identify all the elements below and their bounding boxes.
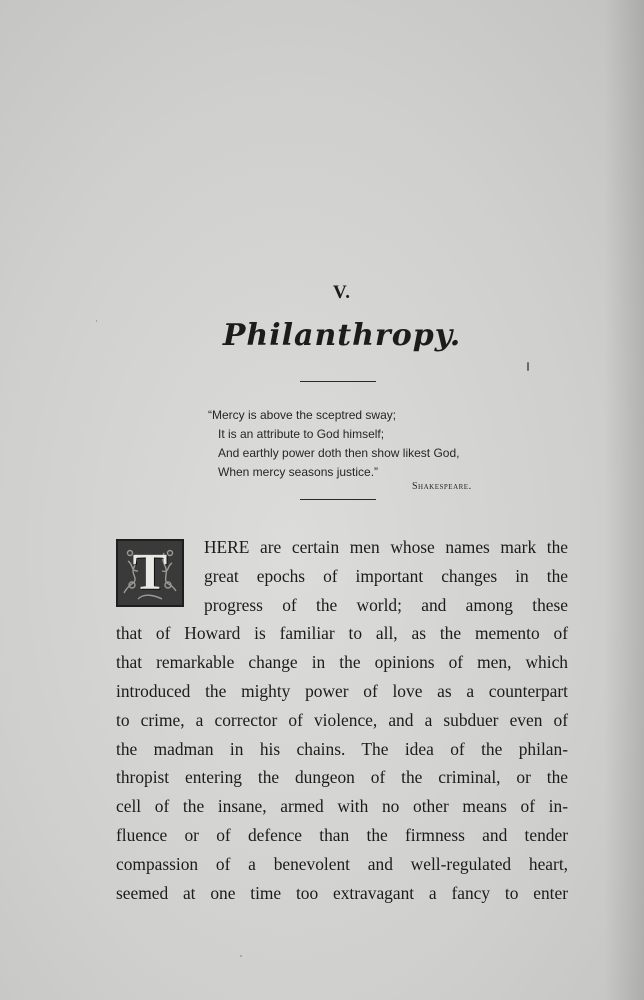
epigraph-line: And earthly power doth then show likest God,	[218, 446, 460, 460]
text-line: the madman in his chains. The idea of the philan-	[116, 738, 568, 759]
text-line: that of Howard is familiar to all, as the memento of	[116, 623, 568, 644]
text-line: fluence or of defence than the firmness and tender	[116, 824, 568, 845]
epigraph-attribution: Shakespeare.	[412, 481, 472, 492]
divider-rule-bottom	[300, 499, 376, 500]
body-paragraph	[116, 533, 568, 907]
epigraph-line: When mercy seasons justice.”	[218, 465, 379, 479]
divider-rule-top	[300, 381, 376, 382]
text-line: cell of the insane, armed with no other means of in-	[116, 796, 568, 817]
text-line: HERE are certain men whose names mark the	[204, 537, 568, 557]
drop-cap-letter: T	[132, 544, 168, 601]
text-line: seemed at one time too extravagant a fancy to enter	[116, 882, 568, 903]
paper-speck	[96, 320, 97, 322]
text-line: great epochs of important changes in the	[204, 565, 568, 586]
text-line: thropist entering the dungeon of the criminal, or the	[116, 767, 568, 788]
text-line: introduced the mighty power of love as a counterpart	[116, 680, 568, 701]
chapter-number: V.	[332, 282, 352, 303]
epigraph	[208, 406, 508, 482]
text-line: progress of the world; and among these	[204, 594, 568, 615]
epigraph-line: It is an attribute to God himself;	[218, 427, 385, 441]
text-line: that remarkable change in the opinions of men, which	[116, 652, 568, 673]
chapter-title: Philanthropy.	[222, 318, 462, 353]
epigraph-line: “Mercy is above the sceptred sway;	[208, 408, 397, 422]
paper-speck	[527, 362, 529, 371]
paper-speck	[240, 955, 242, 957]
text-line: compassion of a benevolent and well-regulated heart,	[116, 853, 568, 874]
text-line: to crime, a corrector of violence, and a subduer even of	[116, 709, 568, 730]
